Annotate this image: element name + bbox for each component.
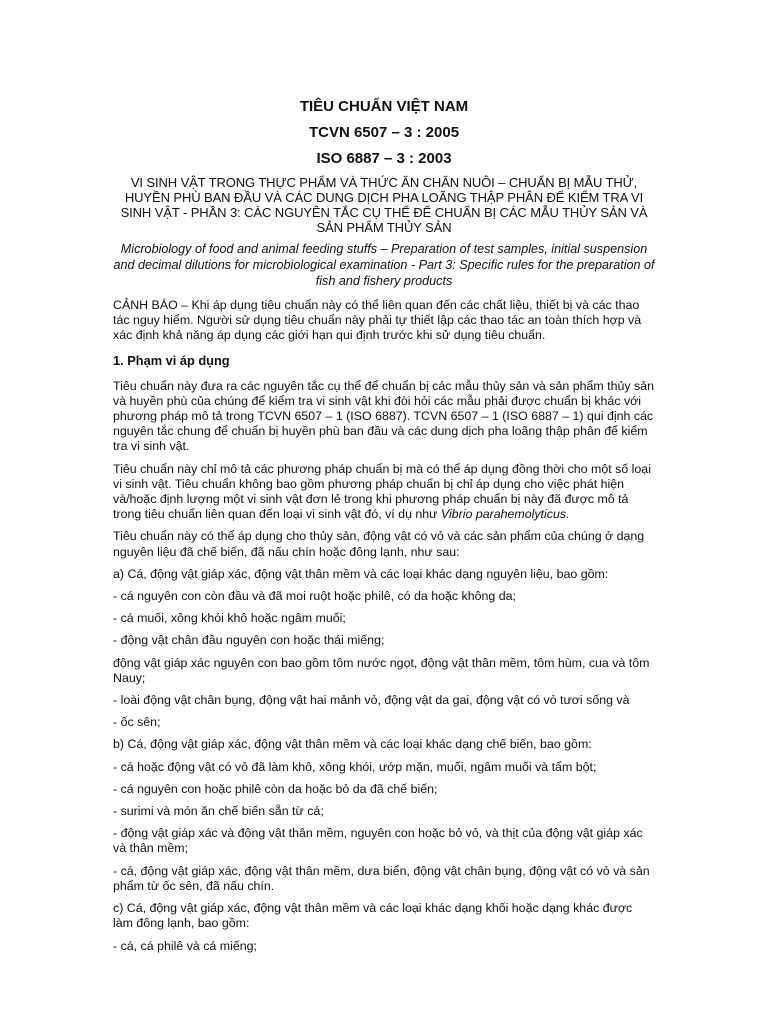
tcvn-code: TCVN 6507 – 3 : 2005 [308,124,460,141]
list-heading-b: b) Cá, động vật giáp xác, động vật thân mềm và các loại khác dạng chế biến, bao gồm: [113,737,592,752]
list-item: - động vật chân đầu nguyên con hoặc thái miếng; [113,633,385,648]
list-item: - động vật giáp xác và động vật thân mềm, nguyên con hoặc bỏ vỏ, và thịt của động vật giáp xác và thân mềm; [113,826,643,856]
section-heading-scope: 1. Phạm vi áp dụng [113,352,230,368]
warning-paragraph: CẢNH BÁO – Khi áp dụng tiêu chuẩn này có thể liên quan đến các chất liệu, thiết bị và các thao tác nguy hiểm. Người sử dụng tiêu chuẩn này phải tự thiết lập các thao tác an toàn thích hợp và xác định khả năng áp dụng các giới hạn qui định trước khi sử dụng tiêu chuẩn. [113,298,642,343]
list-heading-c: c) Cá, động vật giáp xác, động vật thân mềm và các loại khác dạng khối hoặc dạng khác được làm đông lạnh, bao gồm: [113,901,633,931]
list-item: động vật giáp xác nguyên con bao gồm tôm nước ngọt, động vật thân mềm, tôm hùm, cua và tôm Nauy; [113,655,650,685]
species-name: Vibrio parahemolyticus. [440,507,570,522]
list-item: - cá nguyên con còn đầu và đã moi ruột hoặc philê, có da hoặc không da; [113,589,516,604]
paragraph-scope-3: Tiêu chuẩn này có thể áp dụng cho thủy sản, động vật có vỏ và các sản phẩm của chúng ở dạng nguyên liệu đã chế biến, đã nấu chín hoặc đông lạnh, như sau: [113,529,645,559]
paragraph-scope-2 [113,462,655,523]
vietnamese-title: VI SINH VẬT TRONG THỰC PHẨM VÀ THỨC ĂN CHĂN NUÔI – CHUẨN BỊ MẪU THỬ, HUYỀN PHÙ BAN ĐẦU VÀ CÁC DUNG DỊCH PHA LOÃNG THẬP PHÂN ĐỂ KIỂM TRA VI SINH VẬT - PHẦN 3: CÁC NGUYÊN TẮC CỤ THỂ ĐỂ CHUẨN BỊ CÁC MẪU THỦY SẢN VÀ SẢN PHẨM THỦY SẢN [120,175,648,235]
list-item: - cá muối, xông khói khô hoặc ngâm muối; [113,611,346,626]
list-item: - cá, cá philê và cá miếng; [113,938,257,953]
list-item: - ốc sên; [113,715,161,730]
standard-title: TIÊU CHUẨN VIỆT NAM [299,98,469,115]
english-title: Microbiology of food and animal feeding stuffs – Preparation of test samples, initial suspension and decimal dilutions for microbiological examination - Part 3: Specific rules for the preparation of fish and fishery products [113,242,655,288]
list-item: - cá nguyên con hoặc philê còn da hoặc bỏ da đã chế biến; [113,781,438,796]
list-item: - cá, động vật giáp xác, động vật thân mềm, dưa biển, động vật chân bụng, động vật có vỏ và sản phẩm từ ốc sên, đã nấu chín. [113,863,650,893]
paragraph-scope-1: Tiêu chuẩn này đưa ra các nguyên tắc cụ thể để chuẩn bị các mẫu thủy sản và sản phẩm thủy sản và huyền phù của chúng để kiểm tra vi sinh vật khi đòi hỏi các mẫu phải được chuẩn bị khác với phương pháp mô tả trong TCVN 6507 – 1 (ISO 6887). TCVN 6507 – 1 (ISO 6887 – 1) qui định các nguyên tắc chung để chuẩn bị huyền phù ban đầu và các dung dịch pha loãng thập phân để kiểm tra vi sinh vật. [113,378,654,454]
paragraph-scope-2-text: Tiêu chuẩn này chỉ mô tả các phương pháp chuẩn bị mà có thể áp dụng đồng thời cho một số loại vi sinh vật. Tiêu chuẩn không bao gồm phương pháp chuẩn bị chỉ áp dụng cho việc phát hiện và/hoặc định lượng một vi sinh vật đơn lẻ trong khi phương pháp chuẩn bị này đã được mô tả trong tiêu chuẩn liên quan đến loại vi sinh vật đó, ví dụ như [113,461,651,522]
list-item: - loài động vật chân bụng, động vật hai mảnh vỏ, động vật da gai, động vật có vỏ tươi sống và [113,693,630,708]
list-heading-a: a) Cá, động vật giáp xác, động vật thân mềm và các loại khác dạng nguyên liệu, bao gồm: [113,566,609,581]
iso-code: ISO 6887 – 3 : 2003 [316,150,452,167]
list-item: - surimi và món ăn chế biến sẵn từ cá; [113,804,324,819]
list-item: - cá hoặc động vật có vỏ đã làm khô, xông khói, ướp mặn, muối, ngâm muối và tẩm bột; [113,759,597,774]
